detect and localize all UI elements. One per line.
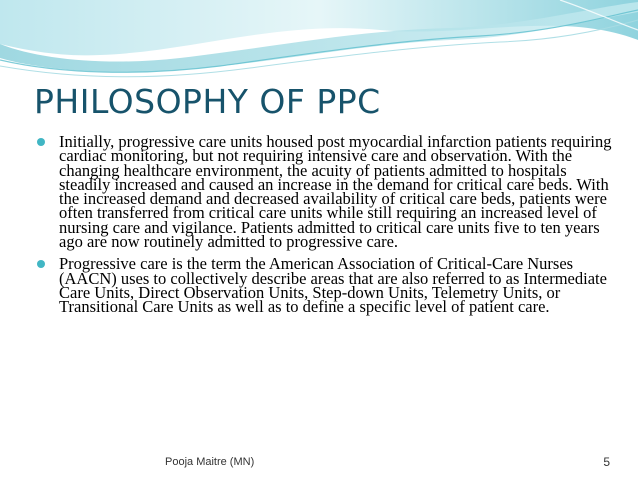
page-number: 5 bbox=[603, 455, 610, 469]
bullet-item bbox=[36, 254, 616, 317]
bullet-text: Initially, progressive care units housed post myocardial infarction patients requiring cardiac monitoring, but not requiring intensive care and observation. With the changing healthcare environment, the acuity of patients admitted to hospitals steadily increased and caused an increase in the demand for critical care beds. With the increased demand and decreased availability of critical care beds, patients were often transferred from critical care units while still requiring an increased level of nursing care and vigilance. Patients admitted to critical care units five to ten years ago are now routinely admitted to progressive care. bbox=[59, 132, 612, 252]
bullet-item bbox=[36, 132, 616, 252]
slide-title: PHILOSOPHY OF PPC bbox=[34, 82, 381, 121]
bullet-text: Progressive care is the term the American Association of Critical-Care Nurses (AACN) uses to collectively describe areas that are also referred to as Intermediate Care Units, Direct Observation Units, Step-down Units, Telemetry Units, or Transitional Care Units as well as to define a specific level of patient care. bbox=[59, 254, 607, 317]
header-wave-decoration bbox=[0, 0, 638, 80]
footer-author: Pooja Maitre (MN) bbox=[165, 456, 255, 468]
bullet-icon bbox=[37, 138, 45, 146]
bullet-icon bbox=[37, 260, 45, 268]
bullet-list bbox=[36, 132, 616, 323]
